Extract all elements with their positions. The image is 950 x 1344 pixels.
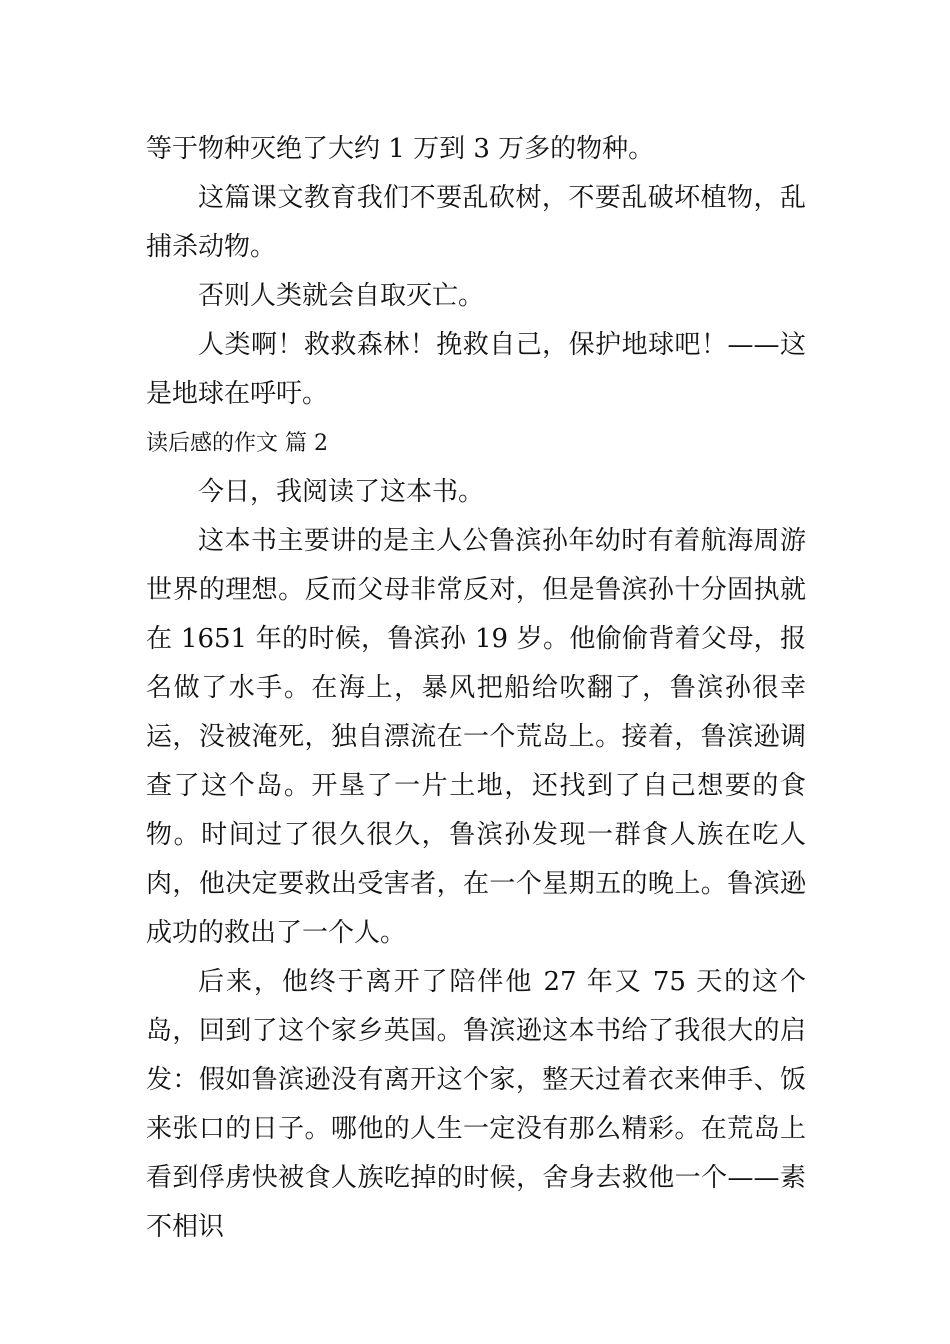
- paragraph: 后来，他终于离开了陪伴他 27 年又 75 天的这个岛，回到了这个家乡英国。鲁滨逊这本书给了我很大的启发：假如鲁滨逊没有离开这个家，整天过着衣来伸手、饭来张口的日子。哪他的人生一定没有那么精彩。在荒岛上看到俘虏快被食人族吃掉的时候，舍身去救他一个——素不相识: [146, 967, 806, 1242]
- paragraph: 这篇课文教育我们不要乱砍树，不要乱破坏植物，乱捕杀动物。: [146, 183, 806, 262]
- section-heading: 读后感的作文 篇 2: [146, 431, 328, 456]
- document-body: [146, 125, 806, 1252]
- paragraph: 否则人类就会自取灭亡。: [198, 281, 485, 311]
- paragraph: 这本书主要讲的是主人公鲁滨孙年幼时有着航海周游世界的理想。反而父母非常反对，但是鲁滨孙十分固执就在 1651 年的时候，鲁滨孙 19 岁。他偷偷背着父母，报名做了水手。在海上，暴风把船给吹翻了，鲁滨孙很幸运，没被淹死，独自漂流在一个荒岛上。接着，鲁滨逊调查了这个岛。开垦了一片土地，还找到了自己想要的食物。时间过了很久很久，鲁滨孙发现一群食人族在吃人肉，他决定要救出受害者，在一个星期五的晚上。鲁滨逊成功的救出了一个人。: [146, 526, 806, 948]
- paragraph-continued: 等于物种灭绝了大约 1 万到 3 万多的物种。: [146, 134, 655, 164]
- paragraph: 人类啊！救救森林！挽救自己，保护地球吧！——这是地球在呼吁。: [146, 330, 806, 409]
- paragraph: 今日，我阅读了这本书。: [198, 477, 485, 507]
